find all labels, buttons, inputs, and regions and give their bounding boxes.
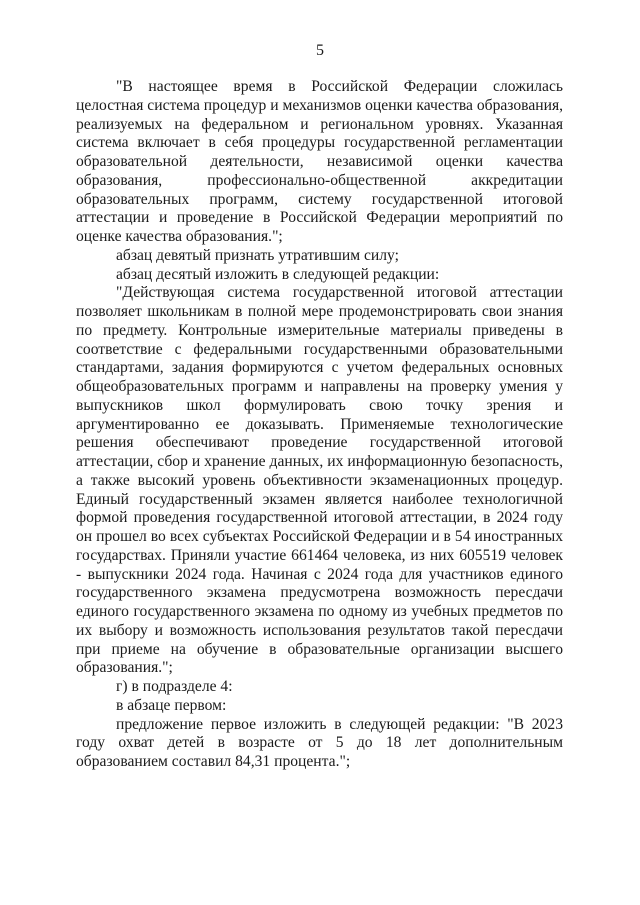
paragraph-quality-assessment-system: "В настоящее время в Российской Федерации сложилась целостная система процедур и механизмов оценки качества образования, реализуемых на федеральном и региональном уровнях. Указанная система включает в себя процедуры государственной регламентации образовательной деятельности, независимой оценки качества образования, профессионально-общественной аккредитации образовательных программ, систему государственной итоговой аттестации и проведение в Российской Федерации мероприятий по оценке качества образования."; <box>76 78 564 245</box>
page-number: 5 <box>316 42 324 59</box>
paragraph-subsection-4: г) в подразделе 4: <box>116 678 233 695</box>
document-body <box>76 78 563 772</box>
paragraph-final-attestation-system: "Действующая система государственной итоговой аттестации позволяет школьникам в полной мере продемонстрировать свои знания по предмету. Контрольные измерительные материалы приведены в соответствие с федеральными государственными образовательными стандартами, задания формируются с учетом федеральных основных общеобразовательных программ и направлены на проверку умения у выпускников школ формулировать свою точку зрения и аргументированно ее доказывать. Применяемые технологические решения обеспечивают проведение государственной итоговой аттестации, сбор и хранение данных, их информационную безопасность, а также высокий уровень объективности экзаменационных процедур. Единый государственный экзамен является наиболее технологичной формой проведения государственной итоговой аттестации, в 2024 году он прошел во всех субъектах Российской Федерации и в 54 иностранных государствах. Приняли участие 661464 человека, из них 605519 человек - выпускники 2024 года. Начиная с 2024 года для участников единого государственного экзамена предусмотрена возможность пересдачи единого государственного экзамена по одному из учебных предметов по их выбору и возможность использования результатов такой пересдачи при приеме на обучение в образовательные организации высшего образования."; <box>76 284 563 677</box>
paragraph-first-paragraph-intro: в абзаце первом: <box>116 696 227 714</box>
paragraph-tenth-paragraph-intro: абзац десятый изложить в следующей редакции: <box>116 265 440 283</box>
paragraph-first-sentence-edit: предложение первое изложить в следующей редакции: "В 2023 году охват детей в возрасте от 5 до 18 лет дополнительным образованием составил 84,31 процента."; <box>76 715 563 770</box>
paragraph-ninth-paragraph-repeal: абзац девятый признать утратившим силу; <box>116 246 399 264</box>
